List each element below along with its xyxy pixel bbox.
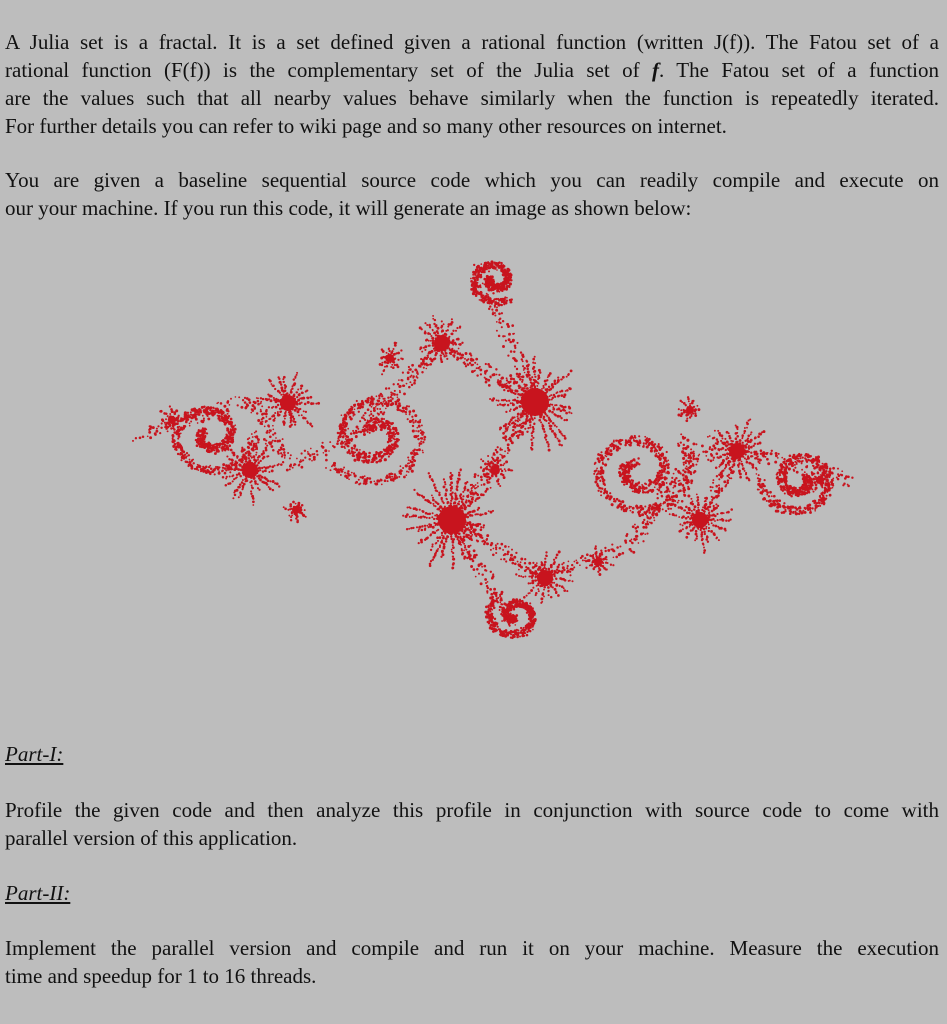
part-1-line-1: Profile the given code and then analyze this profile in conjunction with source code to come with xyxy=(5,798,939,822)
part-2-heading: Part-II: xyxy=(5,881,71,905)
julia-set-image xyxy=(110,240,880,680)
intro-line-2-end: . The Fatou set of a function xyxy=(659,58,939,82)
baseline-paragraph xyxy=(5,166,939,222)
part-1-line-2: parallel version of this application. xyxy=(5,826,298,850)
part-2-line-2: time and speedup for 1 to 16 threads. xyxy=(5,964,317,988)
intro-line-2 xyxy=(5,56,939,84)
intro-line-4: For further details you can refer to wiki page and so many other resources on internet. xyxy=(5,114,727,138)
function-symbol-f: f xyxy=(652,58,660,82)
intro-line-1: A Julia set is a fractal. It is a set defined given a rational function (written J(f)). The Fatou set of a xyxy=(5,30,939,54)
part-1-heading: Part-I: xyxy=(5,742,64,766)
part-2-line-1: Implement the parallel version and compile and run it on your machine. Measure the execution xyxy=(5,936,939,960)
intro-line-3: are the values such that all nearby values behave similarly when the function is repeatedly iterated. xyxy=(5,86,939,110)
julia-set-fractal xyxy=(132,260,854,639)
baseline-line-2: our your machine. If you run this code, it will generate an image as shown below: xyxy=(5,196,692,220)
intro-paragraph xyxy=(5,28,939,140)
baseline-line-1: You are given a baseline sequential source code which you can readily compile and execute on xyxy=(5,168,939,192)
part-1-paragraph xyxy=(5,796,939,852)
part-2-paragraph xyxy=(5,934,939,990)
intro-line-2-start: rational function (F(f)) is the complementary set of the Julia set of xyxy=(5,58,653,82)
